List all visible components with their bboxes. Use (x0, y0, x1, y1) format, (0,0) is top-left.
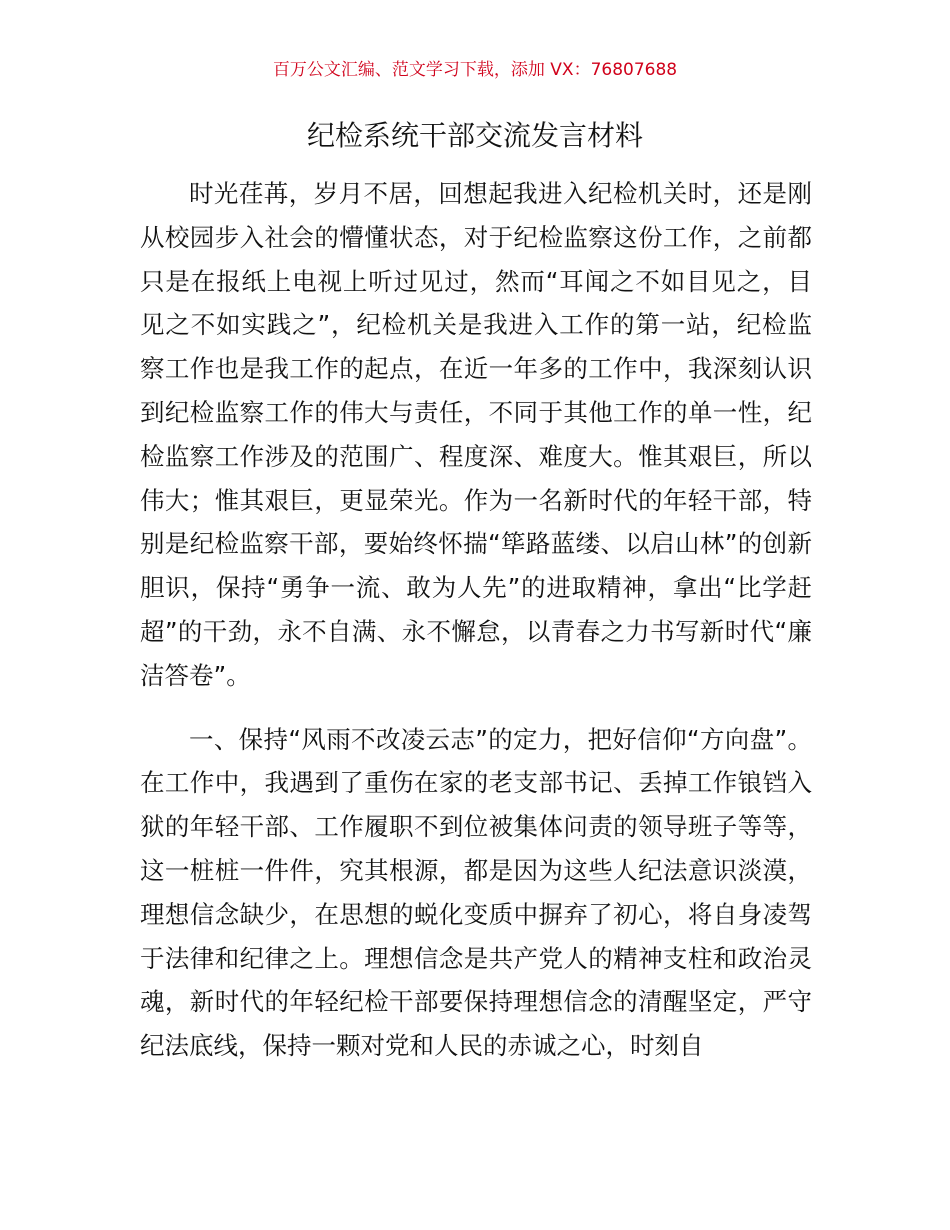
document-title: 纪检系统干部交流发言材料 (306, 119, 643, 152)
paragraph-intro: 时光荏苒，岁月不居，回想起我进入纪检机关时，还是刚从校园步入社会的懵懂状态，对于纪检监察这份工作，之前都只是在报纸上电视上听过见过，然而“耳闻之不如目见之，目见之不如实践之”，纪检机关是我进入工作的第一站，纪检监察工作也是我工作的起点，在近一年多的工作中，我深刻认识到纪检监察工作的伟大与责任，不同于其他工作的单一性，纪检监察工作涉及的范围广、程度深、难度大。惟其艰巨，所以伟大；惟其艰巨，更显荣光。作为一名新时代的年轻干部，特别是纪检监察干部，要始终怀揣“筚路蓝缕、以启山林”的创新胆识，保持“勇争一流、敢为人先”的进取精神，拿出“比学赶超”的干劲，永不自满、永不懈怠，以青春之力书写新时代“廉洁答卷”。 (140, 179, 812, 690)
paragraph-section-one: 一、保持“风雨不改凌云志”的定力，把好信仰“方向盘”。在工作中，我遇到了重伤在家的老支部书记、丢掉工作锒铛入狱的年轻干部、工作履职不到位被集体问责的领导班子等等，这一桩桩一件件，究其根源，都是因为这些人纪法意识淡漠，理想信念缺少，在思想的蜕化变质中摒弃了初心，将自身凌驾于法律和纪律之上。理想信念是共产党人的精神支柱和政治灵魂，新时代的年轻纪检干部要保持理想信念的清醒坚定，严守纪法底线，保持一颗对党和人民的赤诚之心，时刻自 (140, 724, 812, 1061)
document-body (140, 172, 812, 1068)
header-promo-note: 百万公文汇编、范文学习下载，添加 VX：76807688 (272, 60, 678, 80)
